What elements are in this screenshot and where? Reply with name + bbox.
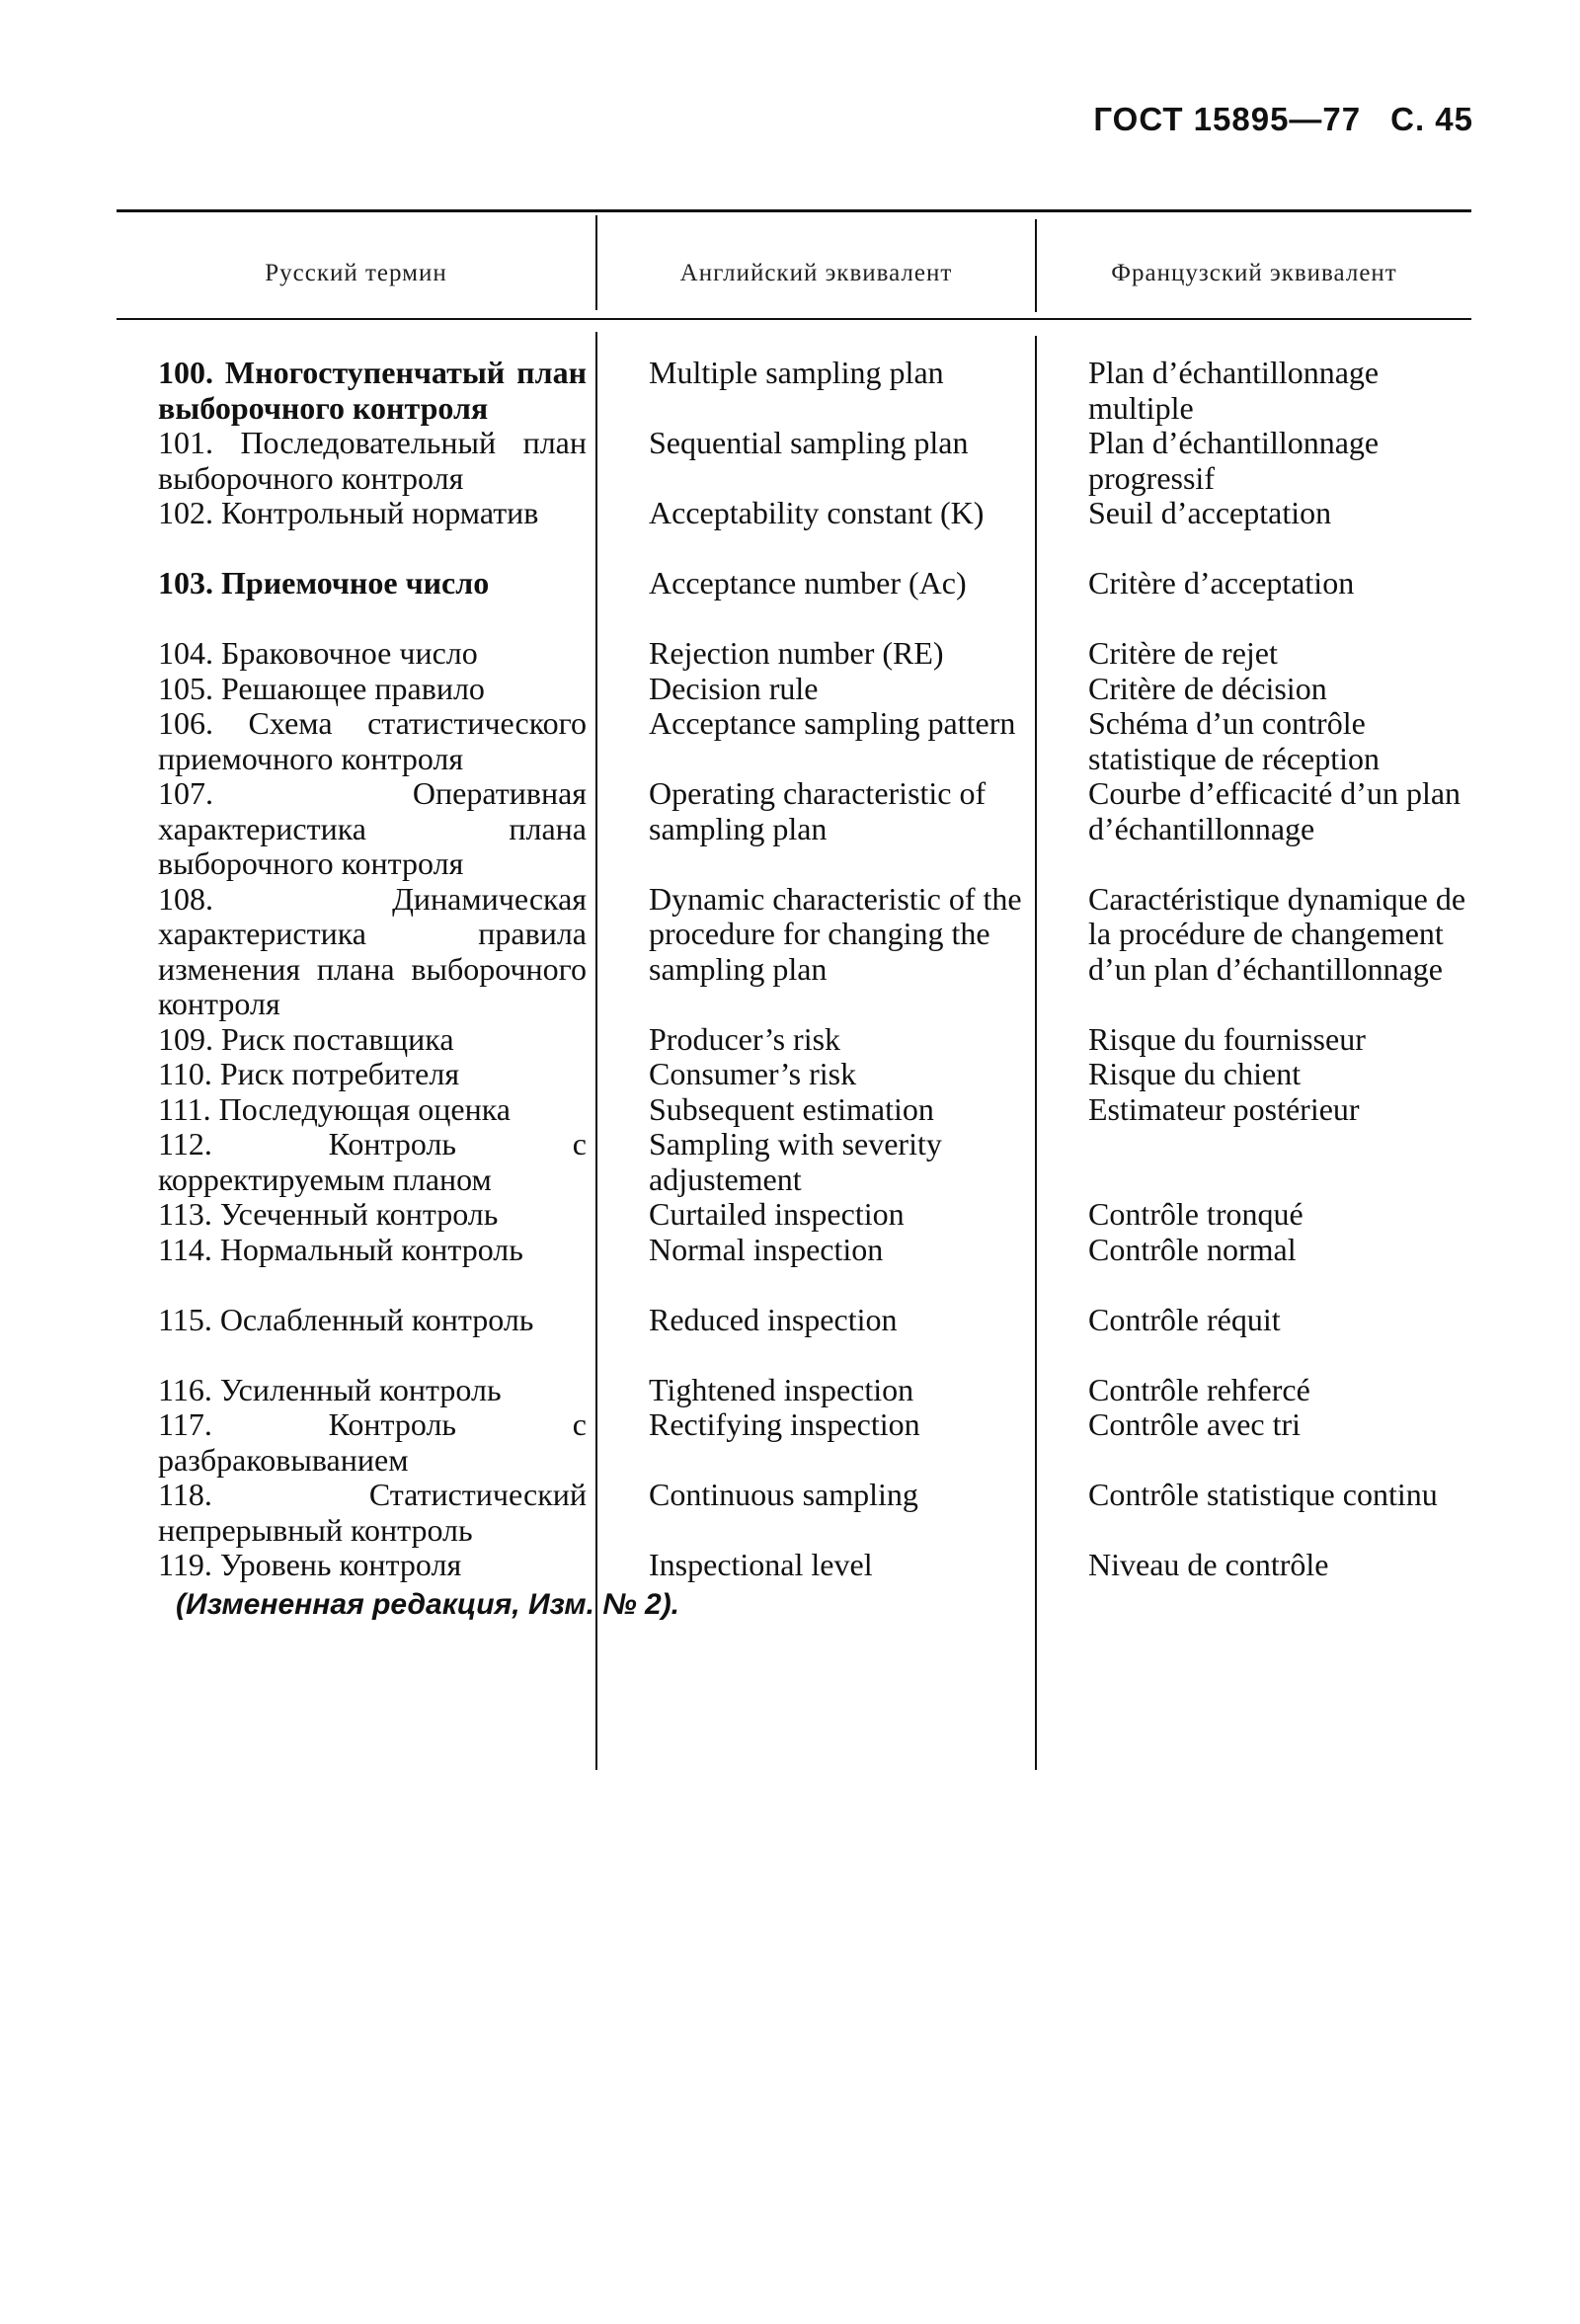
- term-ru-111: 111. Последующая оценка: [158, 1090, 511, 1127]
- term-ru-107: 107. Оперативная характеристика плана выборочного контроля: [158, 775, 587, 881]
- term-fr-105: Critère de décision: [1088, 670, 1327, 706]
- term-en-119: Inspectional level: [649, 1547, 873, 1582]
- term-fr-116: Contrôle rehfercé: [1088, 1371, 1310, 1407]
- term-ru-115: 115. Ослабленный контроль: [158, 1301, 534, 1337]
- term-en-117: Rectifying inspection: [649, 1406, 920, 1442]
- term-ru-100: 100. Многоступенчатый план выборочного контроля: [158, 355, 587, 426]
- english-terms-column: [607, 356, 1028, 1583]
- term-en-108: Dynamic characteristic of the procedure for changing the sampling plan: [649, 880, 1022, 987]
- term-en-118: Continuous sampling: [649, 1477, 918, 1512]
- term-ru-119: 119. Уровень контроля: [158, 1547, 462, 1582]
- term-en-101: Sequential sampling plan: [649, 425, 969, 460]
- term-fr-117: Contrôle avec tri: [1088, 1406, 1302, 1442]
- term-en-103: Acceptance number (Ac): [649, 565, 967, 601]
- term-ru-103: 103. Приемочное число: [158, 565, 490, 601]
- term-fr-119: Niveau de contrôle: [1088, 1547, 1329, 1582]
- term-ru-109: 109. Риск поставщика: [158, 1020, 454, 1057]
- table-header-rule: [117, 318, 1471, 320]
- term-en-115: Reduced inspection: [649, 1301, 898, 1337]
- standard-number: ГОСТ 15895—77: [1093, 101, 1362, 137]
- term-en-106: Acceptance sampling pattern: [649, 705, 1016, 741]
- term-ru-112: 112. Контроль с корректируемым планом: [158, 1126, 587, 1197]
- term-fr-118: Contrôle statistique continu: [1088, 1477, 1438, 1512]
- term-ru-106: 106. Схема статистического приемочного контроля: [158, 705, 587, 776]
- term-fr-114: Contrôle normal: [1088, 1231, 1297, 1267]
- term-fr-115: Contrôle réquit: [1088, 1301, 1281, 1337]
- term-en-102: Acceptability constant (K): [649, 495, 985, 530]
- term-fr-106: Schéma d’un contrôle statistique de réception: [1088, 705, 1381, 776]
- page-number: С. 45: [1390, 101, 1473, 137]
- term-fr-101: Plan d’échantillonnage progressif: [1088, 425, 1380, 496]
- column-divider-1: [595, 332, 597, 1770]
- term-ru-101: 101. Последовательный план выборочного контроля: [158, 425, 587, 496]
- russian-terms-column: [117, 356, 587, 1583]
- term-ru-113: 113. Усеченный контроль: [158, 1196, 499, 1232]
- page-header: [1093, 101, 1473, 138]
- amendment-note: (Измененная редакция, Изм. № 2).: [176, 1588, 680, 1621]
- term-en-114: Normal inspection: [649, 1231, 884, 1267]
- column-divider-2: [1035, 336, 1037, 1770]
- term-ru-108: 108. Динамическая характеристика правила изменения плана выборочного контроля: [158, 880, 587, 1021]
- term-fr-108: Caractéristique dynamique de la procédure de changement d’un plan d’échantillonnage: [1088, 880, 1466, 987]
- term-ru-118: 118. Статистический непрерывный контроль: [158, 1477, 587, 1548]
- term-en-100: Multiple sampling plan: [649, 355, 944, 390]
- term-en-104: Rejection number (RE): [649, 635, 944, 671]
- term-en-105: Decision rule: [649, 670, 819, 706]
- term-ru-117: 117. Контроль с разбраковыванием: [158, 1406, 587, 1478]
- term-fr-100: Plan d’échantillonnage multiple: [1088, 355, 1380, 426]
- term-fr-109: Risque du fournisseur: [1088, 1020, 1366, 1057]
- term-en-107: Operating characteristic of sampling plan: [649, 775, 987, 846]
- term-fr-107: Courbe d’efficacité d’un plan d’échantillonnage: [1088, 775, 1462, 846]
- term-en-111: Subsequent estimation: [649, 1090, 934, 1127]
- french-terms-column: [1047, 356, 1471, 1583]
- term-ru-114: 114. Нормальный контроль: [158, 1231, 523, 1267]
- term-fr-103: Critère d’acceptation: [1088, 565, 1355, 601]
- term-fr-110: Risque du chient: [1088, 1056, 1302, 1091]
- term-en-116: Tightened inspection: [649, 1371, 914, 1407]
- column-header-russian: Русский термин: [265, 260, 447, 286]
- column-header-english: Английский эквивалент: [679, 260, 953, 286]
- term-fr-111: Estimateur postérieur: [1088, 1090, 1360, 1127]
- term-en-109: Producer’s risk: [649, 1020, 841, 1057]
- term-en-112: Sampling with severity adjustement: [649, 1126, 942, 1197]
- term-ru-104: 104. Браковочное число: [158, 635, 478, 671]
- term-fr-112: [1047, 1127, 1471, 1197]
- table-top-rule: [117, 209, 1471, 212]
- term-fr-102: Seuil d’acceptation: [1088, 495, 1332, 530]
- term-en-113: Curtailed inspection: [649, 1196, 905, 1232]
- term-en-110: Consumer’s risk: [649, 1056, 857, 1091]
- term-ru-102: 102. Контрольный норматив: [158, 495, 539, 530]
- term-ru-116: 116. Усиленный контроль: [158, 1371, 502, 1407]
- term-ru-105: 105. Решающее правило: [158, 670, 485, 706]
- term-fr-113: Contrôle tronqué: [1088, 1196, 1304, 1232]
- column-header-french: Французский эквивалент: [1111, 260, 1397, 286]
- term-ru-110: 110. Риск потребителя: [158, 1056, 460, 1091]
- term-fr-104: Critère de rejet: [1088, 635, 1278, 671]
